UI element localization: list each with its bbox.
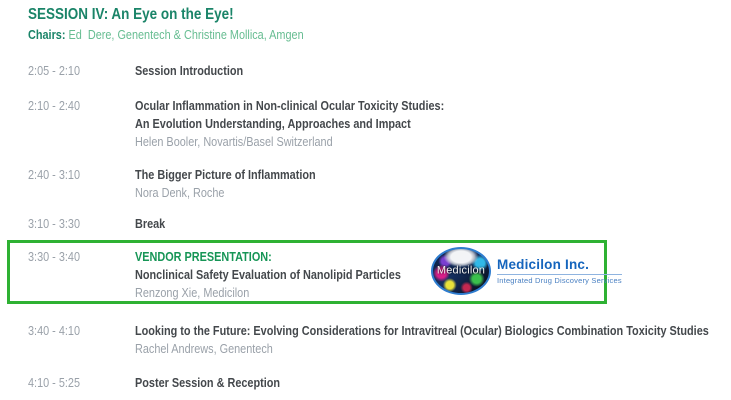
talk-speaker (135, 184, 343, 202)
agenda-row-bigger-picture (28, 166, 343, 202)
medicilon-oval-wordmark: Medicilon (436, 264, 486, 277)
talk-title-text: Session Introduction (135, 64, 244, 78)
time-text: 4:10 - 5:25 (28, 376, 80, 390)
row-content (135, 322, 731, 358)
talk-title (135, 97, 490, 115)
session-title-text: SESSION IV: An Eye on the Eye! (28, 6, 234, 23)
talk-speaker (135, 133, 490, 151)
agenda-row-vendor-presentation (28, 248, 441, 302)
talk-speaker (135, 340, 731, 358)
talk-title (135, 374, 302, 392)
time-slot (28, 215, 135, 233)
time-text: 3:40 - 4:10 (28, 324, 80, 338)
session-title (28, 6, 264, 24)
agenda-row-session-introduction (28, 62, 259, 80)
talk-title (135, 62, 259, 80)
medicilon-logo-oval-image (431, 247, 491, 295)
row-content (135, 215, 170, 233)
talk-title-line1: Ocular Inflammation in Non-clinical Ocular Toxicity Studies: (135, 99, 445, 113)
row-content (135, 374, 302, 392)
row-content (135, 97, 490, 151)
row-content (135, 248, 441, 302)
talk-title-text: Looking to the Future: Evolving Considerations for Intravitreal (Ocular) Biologics Combination Toxicity Studies (135, 324, 709, 338)
talk-title-text: Break (135, 217, 166, 231)
talk-speaker-text: Nora Denk, Roche (135, 186, 225, 200)
talk-speaker-text: Rachel Andrews, Genentech (135, 342, 273, 356)
medicilon-tagline: Integrated Drug Discovery Services (497, 276, 622, 285)
medicilon-company-name: Medicilon Inc. (497, 257, 622, 275)
talk-speaker (135, 284, 441, 302)
agenda-row-break (28, 215, 170, 233)
talk-title-text: The Bigger Picture of Inflammation (135, 168, 316, 182)
talk-title (135, 322, 731, 340)
time-slot (28, 97, 135, 115)
agenda-row-poster-session (28, 374, 302, 392)
time-slot (28, 322, 135, 340)
time-slot (28, 166, 135, 184)
time-text: 2:05 - 2:10 (28, 64, 80, 78)
time-text: 3:30 - 3:40 (28, 250, 80, 264)
time-text: 2:40 - 3:10 (28, 168, 80, 182)
talk-title (135, 115, 490, 133)
time-slot (28, 374, 135, 392)
medicilon-logo-text (497, 257, 622, 285)
time-slot (28, 248, 135, 266)
talk-title (135, 266, 441, 284)
agenda-row-ocular-inflammation (28, 97, 490, 151)
talk-title-line2: An Evolution Understanding, Approaches and Impact (135, 117, 411, 131)
vendor-label-text: VENDOR PRESENTATION: (135, 250, 272, 264)
talk-speaker-text: Renzong Xie, Medicilon (135, 286, 250, 300)
session-chairs (28, 28, 345, 42)
time-text: 3:10 - 3:30 (28, 217, 80, 231)
medicilon-logo (431, 247, 622, 295)
chairs-line (28, 28, 304, 42)
chairs-label: Chairs: (28, 28, 66, 42)
talk-title-text: Nonclinical Safety Evaluation of Nanolipid Particles (135, 268, 401, 282)
talk-speaker-text: Helen Booler, Novartis/Basel Switzerland (135, 135, 333, 149)
time-slot (28, 62, 135, 80)
talk-title (135, 215, 170, 233)
time-text: 2:10 - 2:40 (28, 99, 80, 113)
talk-title-text: Poster Session & Reception (135, 376, 281, 390)
row-content (135, 166, 343, 202)
row-content (135, 62, 259, 80)
agenda-row-looking-to-the-future (28, 322, 731, 358)
vendor-presentation-label (135, 248, 441, 266)
chairs-names: Ed Dere, Genentech & Christine Mollica, Amgen (65, 28, 304, 42)
talk-title (135, 166, 343, 184)
